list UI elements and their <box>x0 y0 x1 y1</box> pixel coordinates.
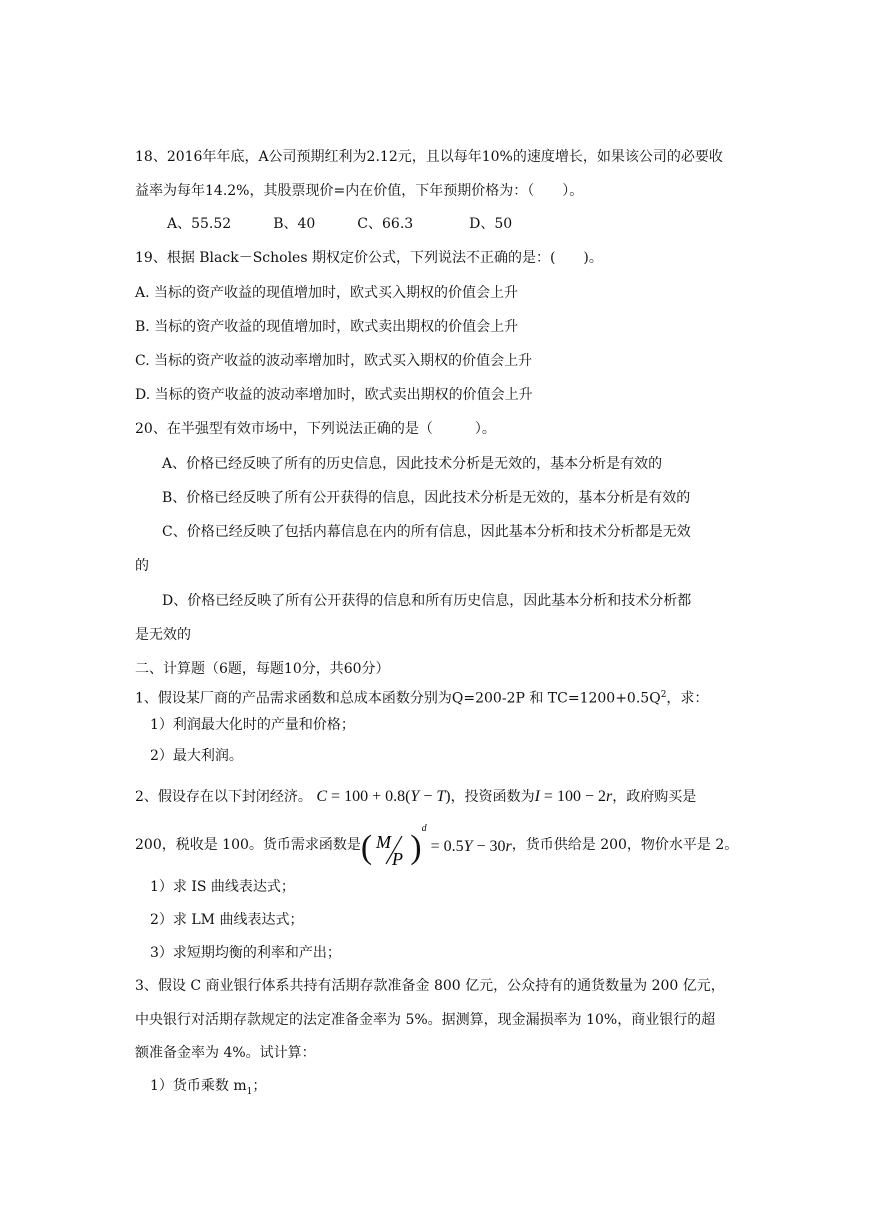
p2-sub-2: 2）求 LM 曲线表达式； <box>150 912 304 928</box>
q20-option-a: A、价格已经反映了所有的历史信息，因此技术分析是无效的，基本分析是有效的 <box>162 456 663 472</box>
svg-text:P: P <box>392 848 404 868</box>
p2-text-4: 200，税收是 100。货币需求函数是 <box>135 837 361 854</box>
p2-line-1 <box>135 786 696 808</box>
p2-text-2: ，投资函数为 <box>450 789 535 805</box>
q19-option-a: A. 当标的资产收益的现值增加时，欧式买入期权的价值会上升 <box>135 285 519 301</box>
p1-stem-superscript: 2 <box>660 690 667 700</box>
q20-stem: 20、在半强型有效市场中，下列说法正确的是（ ）。 <box>135 421 496 437</box>
p1-sub-2: 2）最大利润。 <box>150 748 243 764</box>
q20-option-d-line-2: 是无效的 <box>135 627 191 643</box>
p1-stem-tail: ，求： <box>666 690 709 707</box>
m-over-p-fraction <box>372 828 410 868</box>
p3-sub-1-text: 1）货币乘数 m <box>150 1078 247 1094</box>
q19-option-c: C. 当标的资产收益的波动率增加时，欧式买入期权的价值会上升 <box>135 353 533 369</box>
investment-formula: I = 100 − 2r <box>534 788 613 805</box>
p2-text-5: ，货币供给是 200，物价水平是 2。 <box>511 837 739 854</box>
consumption-formula: C = 100 + 0.8(Y − T) <box>316 788 451 805</box>
p3-line-2: 中央银行对活期存款规定的法定准备金率为 5%。据测算，现金漏损率为 10%，商业银行的超 <box>135 1012 716 1028</box>
p2-text-3: ，政府购买是 <box>612 789 697 805</box>
p3-sub-1-subscript: 1 <box>246 1086 253 1097</box>
p3-sub-1-tail: ； <box>252 1078 267 1094</box>
q20-option-b: B、价格已经反映了所有公开获得的信息，因此技术分析是无效的，基本分析是有效的 <box>162 490 691 506</box>
q19-stem: 19、根据 Black－Scholes 期权定价公式，下列说法不正确的是：( )。 <box>135 250 603 266</box>
q20-option-c-line-2: 的 <box>135 558 149 574</box>
p2-line-2 <box>135 820 738 866</box>
money-demand-formula: ( M P )$^d$ = 0.5Y − 30r <box>360 823 512 868</box>
q20-option-d-line-1: D、价格已经反映了所有公开获得的信息和所有历史信息，因此基本分析和技术分析都 <box>162 593 692 609</box>
q18-line-1: 18、2016年年底，A公司预期红利为2.12元，且以每年10%的速度增长，如果该公司的必要收 <box>135 149 723 165</box>
p1-sub-1: 1）利润最大化时的产量和价格； <box>150 717 355 733</box>
q19-option-d: D. 当标的资产收益的波动率增加时，欧式卖出期权的价值会上升 <box>135 387 533 403</box>
p3-line-3: 额准备金率为 4%。试计算： <box>135 1045 316 1061</box>
p3-line-1: 3、假设 C 商业银行体系共持有活期存款准备金 800 亿元，公众持有的通货数量为 200 亿元， <box>135 978 725 994</box>
p2-sub-3: 3）求短期均衡的利率和产出； <box>150 945 341 961</box>
q20-option-c-line-1: C、价格已经反映了包括内幕信息在内的所有信息，因此基本分析和技术分析都是无效 <box>162 524 691 540</box>
p1-stem-text: 1、假设某厂商的产品需求函数和总成本函数分别为Q=200-2P 和 TC=1200+0.5Q <box>135 690 661 707</box>
svg-text:M: M <box>376 831 392 852</box>
p1-stem <box>135 686 708 708</box>
q19-option-b: B. 当标的资产收益的现值增加时，欧式卖出期权的价值会上升 <box>135 319 519 335</box>
section-heading: 二、计算题（6题，每题10分，共60分） <box>135 661 390 677</box>
p2-text-1: 2、假设存在以下封闭经济。 <box>135 789 312 805</box>
q18-options: A、55.52 B、40 C、66.3 D、50 <box>167 216 513 232</box>
q18-line-2: 益率为每年14.2%，其股票现价=内在价值，下年预期价格为：（ ）。 <box>135 183 584 199</box>
p3-sub-1 <box>150 1077 266 1101</box>
p2-sub-1: 1）求 IS 曲线表达式； <box>150 879 295 895</box>
